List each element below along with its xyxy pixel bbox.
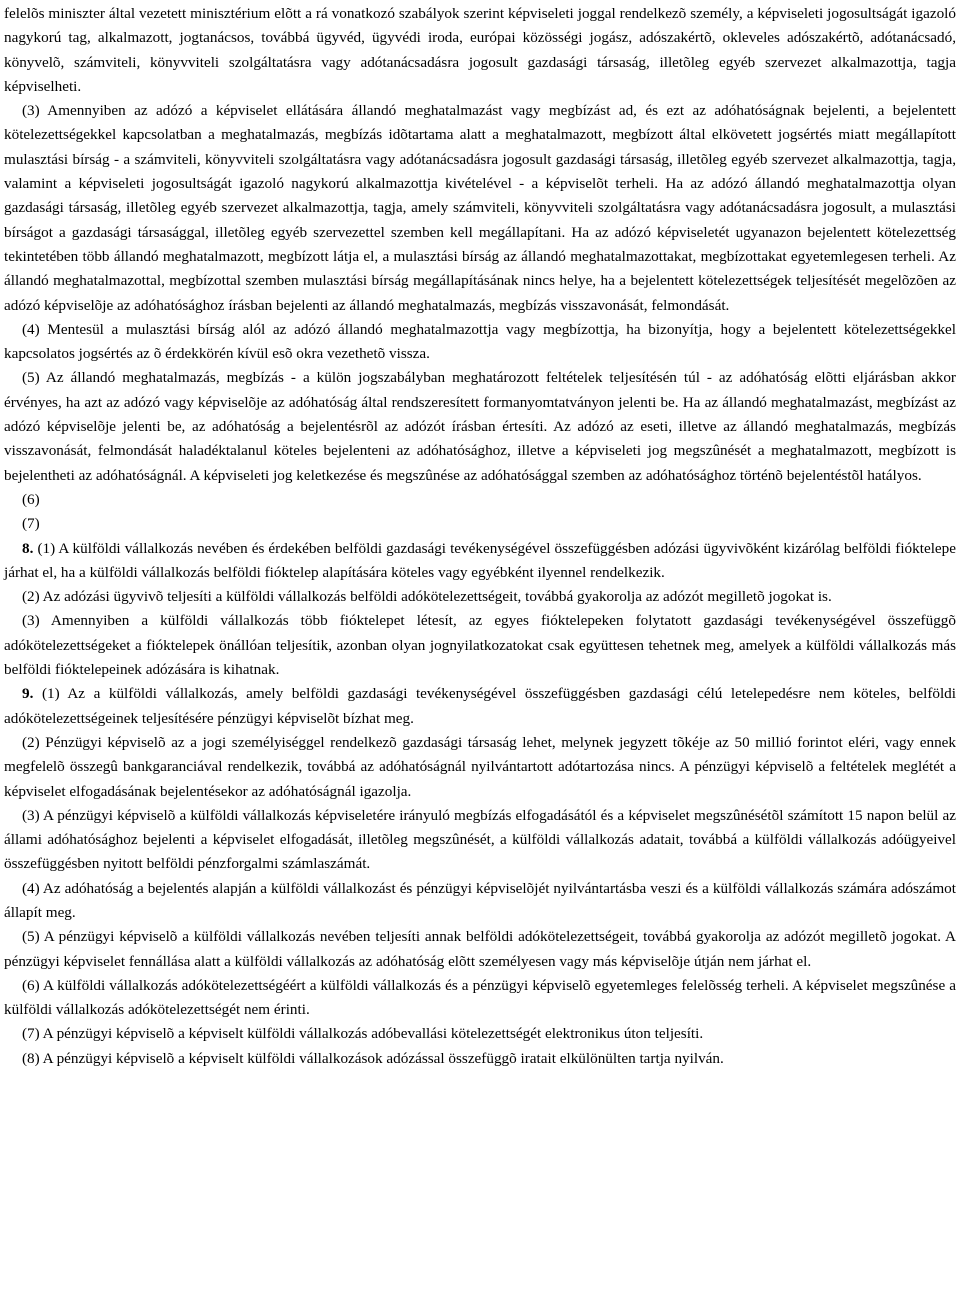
section-number: 9. <box>22 685 34 703</box>
paragraph <box>4 609 956 682</box>
paragraph-text: (7) A pénzügyi képviselõ a képviselt külföldi vállalkozás adóbevallási kötelezettségét elektronikus úton teljesíti. <box>22 1025 704 1043</box>
paragraph <box>4 318 956 367</box>
paragraph <box>4 512 956 536</box>
paragraph-text: felelõs miniszter által vezetett minisztérium elõtt a rá vonatkozó szabályok szerint képviseleti joggal rendelkezõ személy, a képviseleti jogosultságát igazoló nagykorú tag, alkalmazott, jogtanácsos, továbbá ügyvéd, ügyvédi iroda, európai közösségi jogász, adószakértõ, okleveles adószakértõ, adótanácsadó, könyvelõ, számviteli, könyvviteli szolgáltatásra vagy adótanácsadásra jogosult gazdasági társaság, illetõleg egyéb szervezet alkalmazottja, tagja képviselheti. <box>4 5 956 95</box>
paragraph-text: (2) Pénzügyi képviselõ az a jogi személyiséggel rendelkezõ gazdasági társaság lehet, melynek jegyzett tõkéje az 50 millió forintot eléri, vagy ennek megfelelõ összegû bankgaranciával rendelkezik, továbbá az adóhatóságnál nyilvántartott adótartozása nincs. A pénzügyi képviselõ a feltételek meglétét a képviselet elfogadásának bejelentésekor az adóhatóságnál igazolja. <box>4 733 956 800</box>
paragraph <box>4 877 956 926</box>
section-number: 8. <box>22 539 34 557</box>
paragraph <box>4 974 956 1023</box>
paragraph-text: (2) Az adózási ügyvivõ teljesíti a külföldi vállalkozás belföldi adókötelezettségeit, továbbá gyakorolja az adózót megilletõ jogokat is. <box>22 588 832 606</box>
paragraph <box>4 925 956 974</box>
paragraph <box>4 99 956 318</box>
paragraph <box>4 366 956 487</box>
paragraph-text: (4) Az adóhatóság a bejelentés alapján a külföldi vállalkozást és pénzügyi képviselõjét nyilvántartásba veszi és a külföldi vállalkozás számára adószámot állapít meg. <box>4 879 956 921</box>
paragraph-text: (1) A külföldi vállalkozás nevében és érdekében belföldi gazdasági tevékenységével összefüggésben adózási ügyvivõként kizárólag belföldi fióktelepe járhat el, ha a külföldi vállalkozás belföldi fióktelep alapítására köteles vagy egyébként ilyennel rendelkezik. <box>4 539 956 581</box>
paragraph-text: (5) A pénzügyi képviselõ a külföldi vállalkozás nevében teljesíti annak belföldi adókötelezettségeit, továbbá gyakorolja az adózót megilletõ jogokat. A pénzügyi képviselet fennállása alatt a külföldi vállalkozás az adóhatóság elõtt személyesen vagy más képviselõje útján nem járhat el. <box>4 928 956 970</box>
paragraph-text: (7) <box>22 515 40 533</box>
paragraph <box>4 1022 956 1046</box>
paragraph <box>4 731 956 804</box>
paragraph-text: (1) Az a külföldi vállalkozás, amely belföldi gazdasági tevékenységével összefüggésben gazdasági célú letelepedésre nem köteles, belföldi adókötelezettségeinek teljesítésére pénzügyi képviselõt bízhat meg. <box>4 685 956 727</box>
section-paragraph <box>4 537 956 586</box>
paragraph-text: (6) <box>22 490 40 508</box>
paragraph-text: (8) A pénzügyi képviselõ a képviselt külföldi vállalkozások adózással összefüggõ iratait elkülönülten tartja nyilván. <box>22 1049 724 1067</box>
paragraph-text: (6) A külföldi vállalkozás adókötelezettségéért a külföldi vállalkozás és a pénzügyi képviselõ egyetemleges felelõsség terheli. A képviselet megszûnése a külföldi vállalkozás adókötelezettségét nem érinti. <box>4 976 956 1019</box>
document-body <box>4 2 956 1071</box>
section-paragraph <box>4 682 956 731</box>
paragraph <box>4 1047 956 1071</box>
paragraph <box>4 488 956 512</box>
paragraph-text: (3) Amennyiben az adózó a képviselet ellátására állandó meghatalmazást vagy megbízást ad, és ezt az adóhatóságnak bejelenti, a bejelentett kötelezettségekkel kapcsolatban a meghatalmazás, megbízás idõtartama alatt a meghatalmazott, megbízott által elkövetett jogsértés miatt megállapított mulasztási bírság - a számviteli, könyvviteli szolgáltatásra vagy adótanácsadásra jogosult gazdasági társaság, illetõleg egyéb szervezet alkalmazottja, tagja, valamint a képviseleti jogosultságát igazoló nagykorú alkalmazottja kivételével - a képviselõt terheli. Ha az adózó állandó meghatalmazottja olyan gazdasági társaság, illetõleg egyéb szervezet alkalmazottja, tagja, amely számviteli, könyvviteli szolgáltatásra vagy adótanácsadásra jogosult, a mulasztási bírságot a gazdasági társasággal, illetõleg egyéb szervezettel szemben kell megállapítani. Ha az adózó képviseletét ugyanazon bejelentett kötelezettség tekintetében több állandó meghatalmazott, megbízott látja el, a mulasztási bírság az állandó meghatalmazottakat, megbízottakat egyetemlegesen terheli. Az állandó meghatalmazottal, megbízottal szemben mulasztási bírság megállapításának nincs helye, ha a bejelentett kötelezettségek teljesítését megelõzõen az adózó képviselõje az adóhatósághoz írásban bejelenti az állandó meghatalmazás, megbízás visszavonását, felmondását. <box>4 102 956 314</box>
paragraph-text: (5) Az állandó meghatalmazás, megbízás - a külön jogszabályban meghatározott feltételek teljesítésén túl - az adóhatóság elõtti eljárásban akkor érvényes, ha azt az adózó vagy képviselõje az adóhatóság által rendszeresített formanyomtatványon jelenti be. Ha az állandó meghatalmazást, megbízást az adózó képviselõje jelenti be, az adóhatóság a bejelentésrõl az adózót írásban értesíti. Az adózó az eseti, illetve az állandó meghatalmazás, megbízás visszavonását, felmondását haladéktalanul köteles bejelenteni az adóhatósághoz, illetve a képviseleti jog megszûnését a meghatalmazott, megbízott is bejelentheti az adóhatóságnál. A képviseleti jog keletkezése és megszûnése az adóhatósággal szemben az adóhatósághoz történõ bejelentéstõl hatályos. <box>4 369 956 484</box>
paragraph-text: (3) A pénzügyi képviselõ a külföldi vállalkozás képviseletére irányuló megbízás elfogadásától és a képviselet megszûnésétõl számított 15 napon belül az állami adóhatósághoz bejelenti a képviselet elfogadását, illetõleg megszûnését, a külföldi vállalkozás adatait, továbbá a külföldi vállalkozás adóügyeivel összefüggésben nyitott belföldi pénzforgalmi számlaszámát. <box>4 806 956 873</box>
paragraph <box>4 585 956 609</box>
paragraph-text: (4) Mentesül a mulasztási bírság alól az adózó állandó meghatalmazottja vagy megbízottja, ha bizonyítja, hogy a bejelentett kötelezettségekkel kapcsolatos jogsértés az õ érdekkörén kívül esõ okra vezethetõ vissza. <box>4 320 956 363</box>
paragraph-text: (3) Amennyiben a külföldi vállalkozás több fióktelepet létesít, az egyes fióktelepeken folytatott gazdasági tevékenységével összefüggõ adókötelezettségeket a fióktelepek önállóan teljesítik, azonban olyan jognyilatkozatokat csak együttesen tehetnek meg, amelyek a külföldi vállalkozás más belföldi fióktelepeinek adózására is kihatnak. <box>4 612 956 679</box>
continued-paragraph <box>4 2 956 99</box>
paragraph <box>4 804 956 877</box>
